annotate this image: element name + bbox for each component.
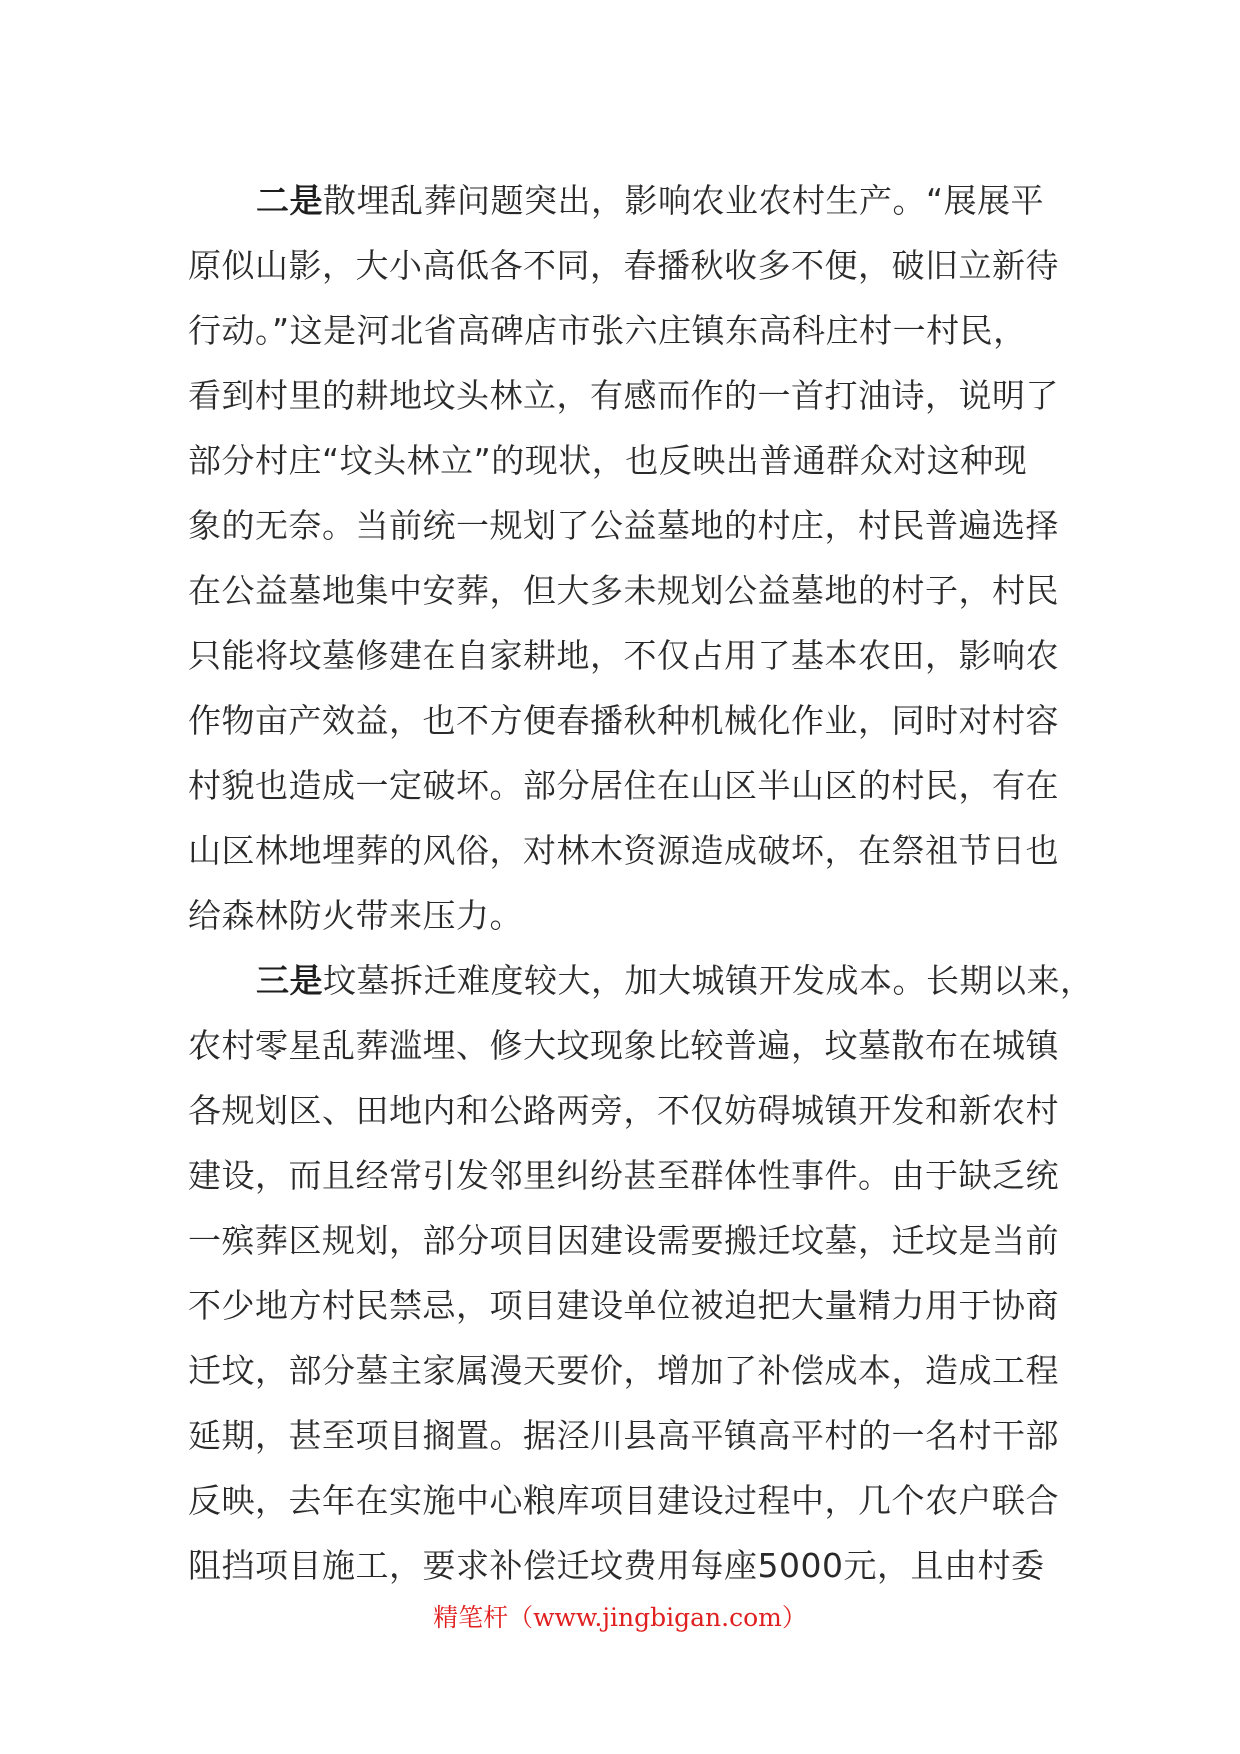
paragraph-2 — [188, 168, 1068, 948]
paragraph-line: 一殡葬区规划，部分项目因建设需要搬迁坟墓，迁坟是当前 — [188, 1221, 1059, 1260]
paragraph-line: 在公益墓地集中安葬，但大多未规划公益墓地的村子，村民 — [188, 571, 1059, 610]
paragraph-line: 迁坟，部分墓主家属漫天要价，增加了补偿成本，造成工程 — [188, 1351, 1059, 1390]
paragraph-line: 山区林地埋葬的风俗，对林木资源造成破坏，在祭祖节日也 — [188, 831, 1059, 870]
footer-watermark-link[interactable]: 精笔杆（www.jingbigan.com） — [433, 1603, 807, 1632]
paragraph-line-text: 坟墓拆迁难度较大，加大城镇开发成本。长期以来， — [323, 961, 1094, 1000]
paragraph-line — [188, 948, 1094, 1013]
paragraph-line: 作物亩产效益，也不方便春播秋种机械化作业，同时对村容 — [188, 701, 1059, 740]
paragraph-line: 象的无奈。当前统一规划了公益墓地的村庄，村民普遍选择 — [188, 506, 1059, 545]
paragraph-lead: 二是 — [256, 181, 323, 220]
paragraph-line — [188, 168, 1068, 233]
paragraph-line: 只能将坟墓修建在自家耕地，不仅占用了基本农田，影响农 — [188, 636, 1059, 675]
document-body — [188, 168, 1094, 1598]
paragraph-line-text: 散埋乱葬问题突出，影响农业农村生产。“展展平 — [323, 181, 1045, 220]
paragraph-line: 建设，而且经常引发邻里纠纷甚至群体性事件。由于缺乏统 — [188, 1156, 1059, 1195]
paragraph-line: 行动。”这是河北省高碑店市张六庄镇东高科庄村一村民， — [188, 311, 1027, 350]
paragraph-line: 给森林防火带来压力。 — [188, 896, 523, 935]
paragraph-line: 村貌也造成一定破坏。部分居住在山区半山区的村民，有在 — [188, 766, 1059, 805]
paragraph-line: 原似山影，大小高低各不同，春播秋收多不便，破旧立新待 — [188, 246, 1059, 285]
paragraph-line: 农村零星乱葬滥埋、修大坟现象比较普遍，坟墓散布在城镇 — [188, 1026, 1059, 1065]
paragraph-line: 延期，甚至项目搁置。据泾川县高平镇高平村的一名村干部 — [188, 1416, 1059, 1455]
paragraph-line: 各规划区、田地内和公路两旁，不仅妨碍城镇开发和新农村 — [188, 1091, 1059, 1130]
paragraph-line: 阻挡项目施工，要求补偿迁坟费用每座5000元，且由村委 — [188, 1546, 1045, 1585]
paragraph-lead: 三是 — [256, 961, 323, 1000]
paragraph-line: 部分村庄“坟头林立”的现状，也反映出普通群众对这种现 — [188, 441, 1028, 480]
paragraph-line: 不少地方村民禁忌，项目建设单位被迫把大量精力用于协商 — [188, 1286, 1059, 1325]
paragraph-3 — [188, 948, 1094, 1598]
paragraph-line: 反映，去年在实施中心粮库项目建设过程中，几个农户联合 — [188, 1481, 1059, 1520]
paragraph-line: 看到村里的耕地坟头林立，有感而作的一首打油诗，说明了 — [188, 376, 1059, 415]
